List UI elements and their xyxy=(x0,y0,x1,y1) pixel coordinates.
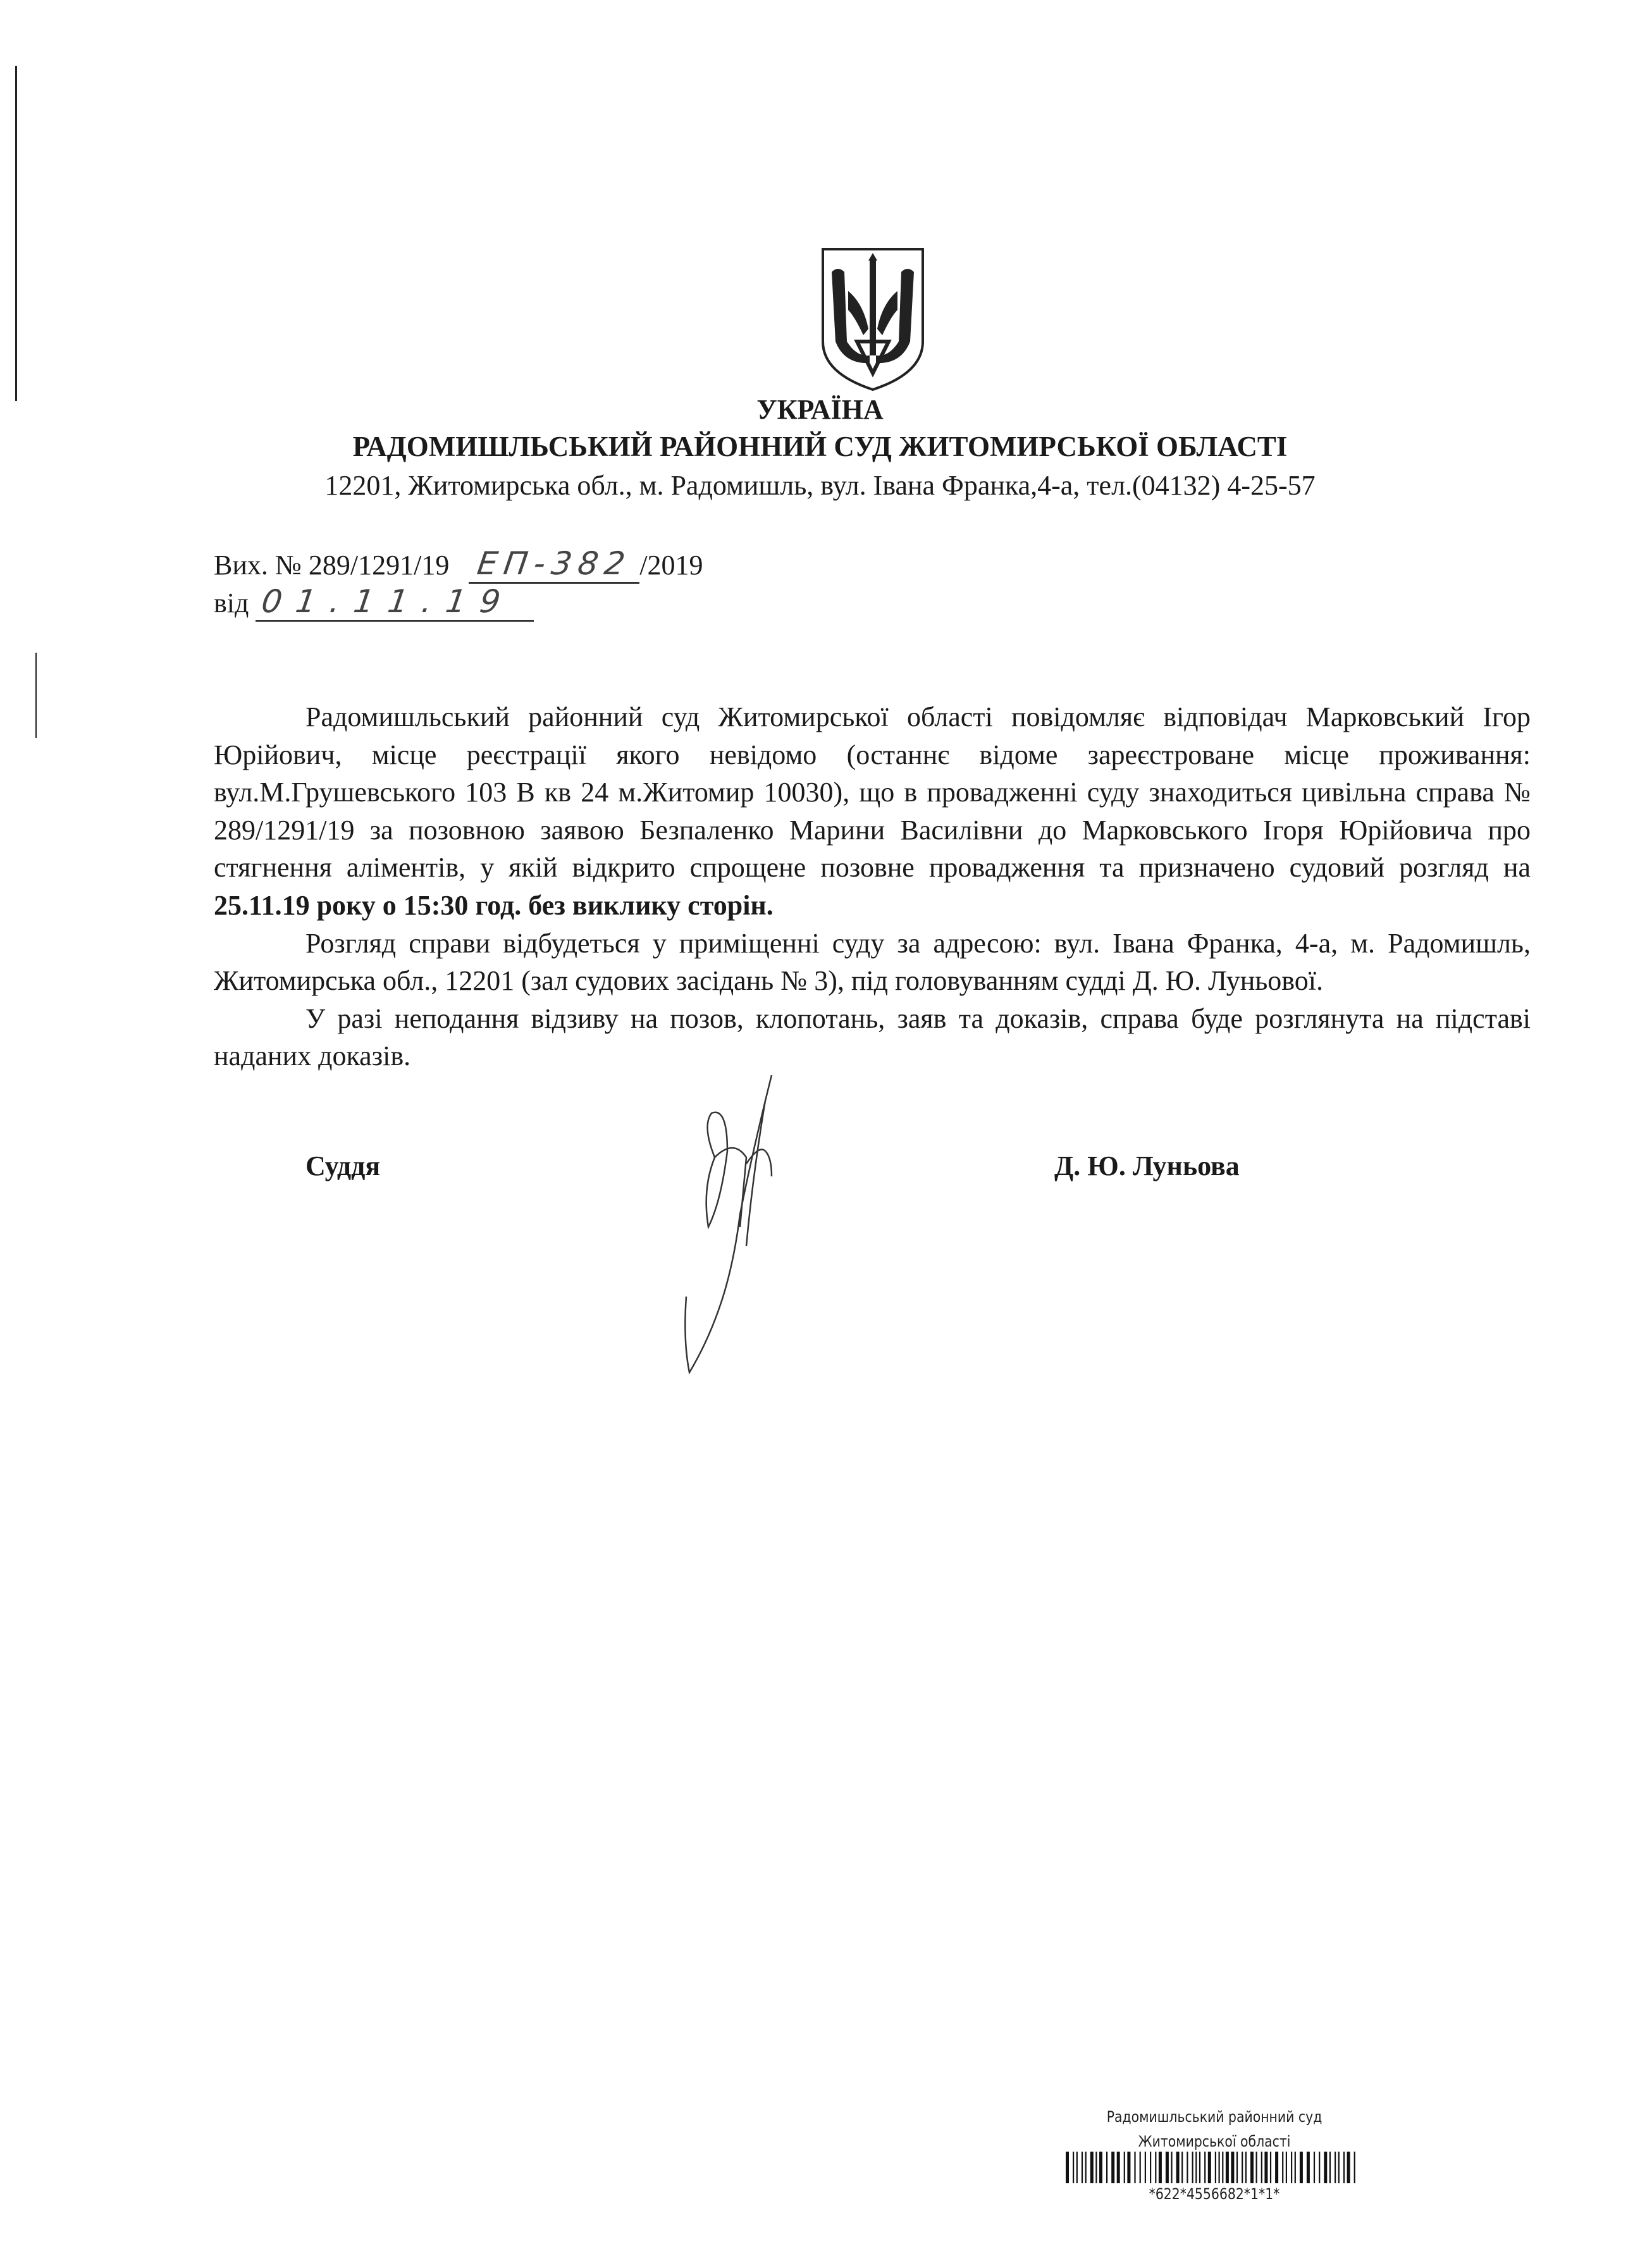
handwritten-signature xyxy=(677,1075,816,1379)
barcode-bar xyxy=(1338,2152,1340,2183)
barcode-bar xyxy=(1343,2152,1345,2183)
barcode-bar xyxy=(1181,2152,1183,2183)
stamp-region: Житомирської області xyxy=(1138,2133,1291,2150)
barcode-bar xyxy=(1242,2152,1243,2183)
handwritten-date-field xyxy=(256,583,534,622)
barcode-bar xyxy=(1111,2152,1114,2183)
barcode-bar xyxy=(1329,2152,1331,2183)
judge-title: Суддя xyxy=(305,1150,381,1181)
barcode-bar xyxy=(1264,2152,1267,2183)
barcode-bar xyxy=(1324,2152,1327,2183)
barcode-bar xyxy=(1319,2152,1320,2183)
outgoing-reference xyxy=(214,545,703,584)
barcode-bar xyxy=(1124,2152,1125,2183)
barcode-bar xyxy=(1076,2152,1078,2183)
barcode-bar xyxy=(1195,2152,1197,2183)
barcode-bar xyxy=(1307,2152,1310,2183)
barcode-bar xyxy=(1256,2152,1257,2183)
judge-name: Д. Ю. Луньова xyxy=(1054,1150,1240,1181)
barcode-bar xyxy=(1171,2152,1172,2183)
barcode-bar xyxy=(1208,2152,1211,2183)
stamp-court-name: Радомишльський районний суд xyxy=(1106,2108,1322,2126)
barcode-number: *622*4556682*1*1* xyxy=(1149,2185,1280,2203)
barcode-bar xyxy=(1073,2152,1074,2183)
paragraph-hearing-location: Розгляд справи відбудеться у приміщенні суду за адресою: вул. Івана Франка, 4-а, м. Радомишль, Житомирська обл., 12201 (зал судових засідань № 3), під головуванням судді Д. Ю. Луньової. xyxy=(214,927,1531,997)
barcode-bar xyxy=(1145,2152,1146,2183)
barcode-bar xyxy=(1187,2152,1188,2183)
barcode-bar xyxy=(1176,2152,1180,2183)
barcode-bar xyxy=(1127,2152,1130,2183)
reference-date xyxy=(214,583,534,622)
barcode-bar xyxy=(1275,2152,1278,2183)
barcode-bar xyxy=(1204,2152,1205,2183)
barcode-bar xyxy=(1150,2152,1151,2183)
barcode-bar xyxy=(1199,2152,1200,2183)
barcode-bar xyxy=(1236,2152,1238,2183)
barcode-bar xyxy=(1335,2152,1336,2183)
trident-emblem-icon xyxy=(819,247,927,392)
barcode-bar xyxy=(1250,2152,1254,2183)
scan-artifact-line xyxy=(35,653,37,738)
barcode-bar xyxy=(1095,2152,1097,2183)
barcode-bar xyxy=(1245,2152,1247,2183)
barcode-bar xyxy=(1106,2152,1107,2183)
barcode xyxy=(1066,2152,1360,2183)
barcode-bar xyxy=(1295,2152,1296,2183)
barcode-bar xyxy=(1134,2152,1135,2183)
year-suffix: /2019 xyxy=(639,550,703,581)
barcode-bar xyxy=(1282,2152,1283,2183)
barcode-bar xyxy=(1354,2152,1355,2183)
barcode-bar xyxy=(1155,2152,1156,2183)
paragraph-notice xyxy=(214,698,1531,925)
barcode-bar xyxy=(1085,2152,1087,2183)
barcode-bar xyxy=(1226,2152,1229,2183)
barcode-bar xyxy=(1291,2152,1292,2183)
barcode-bar xyxy=(1270,2152,1271,2183)
barcode-bar xyxy=(1166,2152,1169,2183)
barcode-bar xyxy=(1192,2152,1193,2183)
barcode-bar xyxy=(1117,2152,1120,2183)
barcode-bar xyxy=(1222,2152,1223,2183)
barcode-bar xyxy=(1300,2152,1303,2183)
barcode-bar xyxy=(1347,2152,1350,2183)
barcode-bar xyxy=(1286,2152,1287,2183)
barcode-bar xyxy=(1066,2152,1069,2183)
handwritten-date: 01.11.19 xyxy=(259,583,517,620)
barcode-bar xyxy=(1261,2152,1262,2183)
barcode-bar xyxy=(1140,2152,1141,2183)
barcode-bar xyxy=(1099,2152,1102,2183)
scan-artifact-line xyxy=(15,66,17,401)
letter-body xyxy=(214,698,1531,1075)
country-title: УКРАЇНА xyxy=(756,394,884,425)
barcode-bar xyxy=(1082,2152,1083,2183)
hearing-date-bold: 25.11.19 року о 15:30 год. без виклику сторін. xyxy=(214,889,774,921)
outgoing-number-label: Вих. № 289/1291/19 xyxy=(214,550,450,581)
handwritten-number-field xyxy=(469,545,639,584)
barcode-bar xyxy=(1159,2152,1162,2183)
barcode-bar xyxy=(1231,2152,1234,2183)
barcode-bar xyxy=(1215,2152,1216,2183)
barcode-bar xyxy=(1219,2152,1220,2183)
barcode-bar xyxy=(1314,2152,1315,2183)
date-label: від xyxy=(214,588,249,619)
paragraph-notice-text: Радомишльський районний суд Житомирської області повідомляє відповідач Марковський Ігор Юрійович, місце реєстрації якого невідомо (останнє відоме зареєстроване місце проживання: вул.М.Грушевського 103 В кв 24 м.Житомир 10030), що в провадженні суду знаходиться цивільна справа № 289/1291/19 за позовною заявою Безпаленко Марини Василівни до Марковського Ігоря Юрійовича про стягнення аліментів, у якій відкрито спрощене позовне провадження та призначено судовий розгляд на xyxy=(214,701,1531,884)
court-name: РАДОМИШЛЬСЬКИЙ РАЙОННИЙ СУД ЖИТОМИРСЬКОЇ ОБЛАСТІ xyxy=(352,431,1288,462)
handwritten-number: ЕП-382 xyxy=(474,545,634,582)
paragraph-consequences: У разі неподання відзиву на позов, клопотань, заяв та доказів, справа буде розглянута на підставі наданих доказів. xyxy=(214,1002,1531,1072)
court-address: 12201, Житомирська обл., м. Радомишль, вул. Івана Франка,4-а, тел.(04132) 4-25-57 xyxy=(324,470,1316,501)
barcode-bar xyxy=(1090,2152,1094,2183)
